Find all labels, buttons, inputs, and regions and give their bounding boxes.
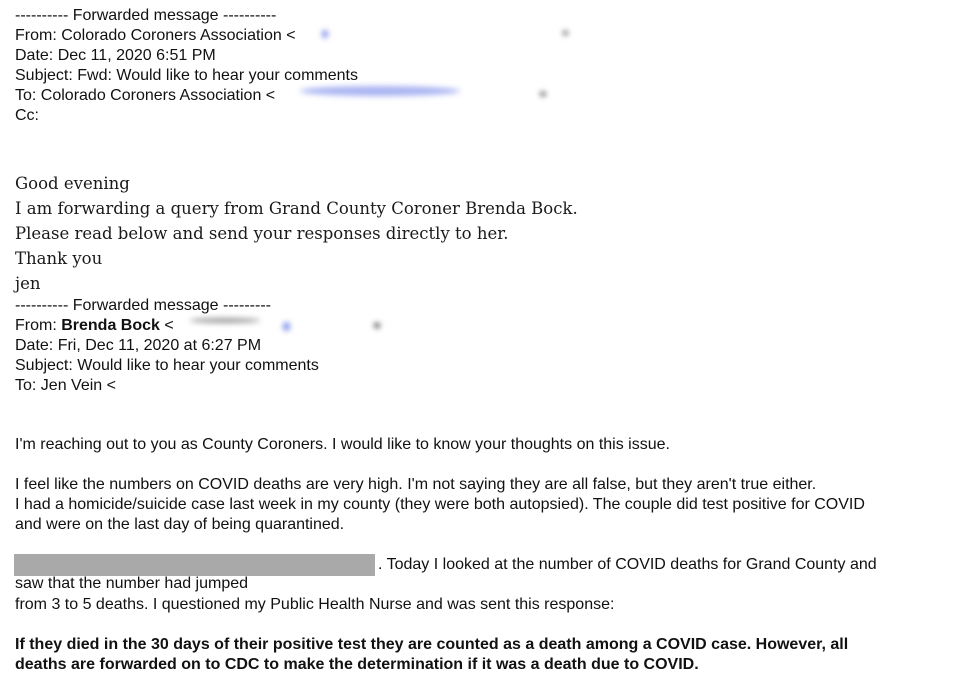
redaction-smudge [283, 322, 290, 331]
body-paragraph-1: I'm reaching out to you as County Coroners. I would like to know your thoughts on this issue. [15, 436, 670, 453]
quoted-response-line-2: deaths are forwarded on to CDC to make the determination if it was a death due to COVID. [15, 656, 699, 673]
forwarded-header-1: ---------- Forwarded message ---------- [15, 7, 277, 24]
sender-name: Brenda Bock [61, 317, 160, 334]
body-paragraph-2-line-2: I had a homicide/suicide case last week in my county (they were both autopsied). The couple did test positive for COVID [15, 496, 865, 513]
date-line-1: Date: Dec 11, 2020 6:51 PM [15, 47, 216, 64]
body-paragraph-3-line-3: from 3 to 5 deaths. I questioned my Public Health Nurse and was sent this response: [15, 596, 615, 613]
forwarded-header-2: ---------- Forwarded message --------- [15, 297, 271, 314]
redaction-smudge [322, 30, 328, 38]
note-line-2: Please read below and send your responses directly to her. [15, 224, 509, 243]
to-line-1: To: Colorado Coroners Association < [15, 87, 276, 104]
redaction-smudge [374, 323, 380, 328]
to-line-2: To: Jen Vein < [15, 377, 116, 394]
subject-line-1: Subject: Fwd: Would like to hear your comments [15, 67, 358, 84]
body-paragraph-3-line-1: . Today I looked at the number of COVID deaths for Grand County and [378, 556, 877, 573]
from-line-1: From: Colorado Coroners Association < [15, 27, 296, 44]
redaction-smudge [540, 92, 546, 96]
redaction-bar [14, 554, 375, 576]
quoted-response-line-1: If they died in the 30 days of their positive test they are counted as a death among a COVID case. However, all [15, 636, 849, 653]
note-thanks: Thank you [15, 249, 103, 268]
date-line-2: Date: Fri, Dec 11, 2020 at 6:27 PM [15, 337, 262, 354]
redaction-smudge [300, 86, 460, 96]
subject-line-2: Subject: Would like to hear your comments [15, 357, 319, 374]
body-paragraph-2-line-3: and were on the last day of being quarantined. [15, 516, 345, 533]
redaction-smudge [190, 318, 260, 323]
from-label: From: [15, 317, 62, 334]
redaction-smudge [563, 31, 568, 35]
body-paragraph-2-line-1: I feel like the numbers on COVID deaths are very high. I'm not saying they are all false, but they aren't true either. [15, 476, 817, 493]
note-greeting: Good evening [15, 174, 130, 193]
cc-line-1: Cc: [15, 107, 39, 124]
note-line-1: I am forwarding a query from Grand County Coroner Brenda Bock. [15, 199, 578, 218]
note-signoff: jen [15, 274, 41, 293]
from-line-2 [15, 316, 174, 336]
body-paragraph-3-line-2: saw that the number had jumped [15, 575, 249, 592]
from-rest: < [159, 317, 174, 334]
